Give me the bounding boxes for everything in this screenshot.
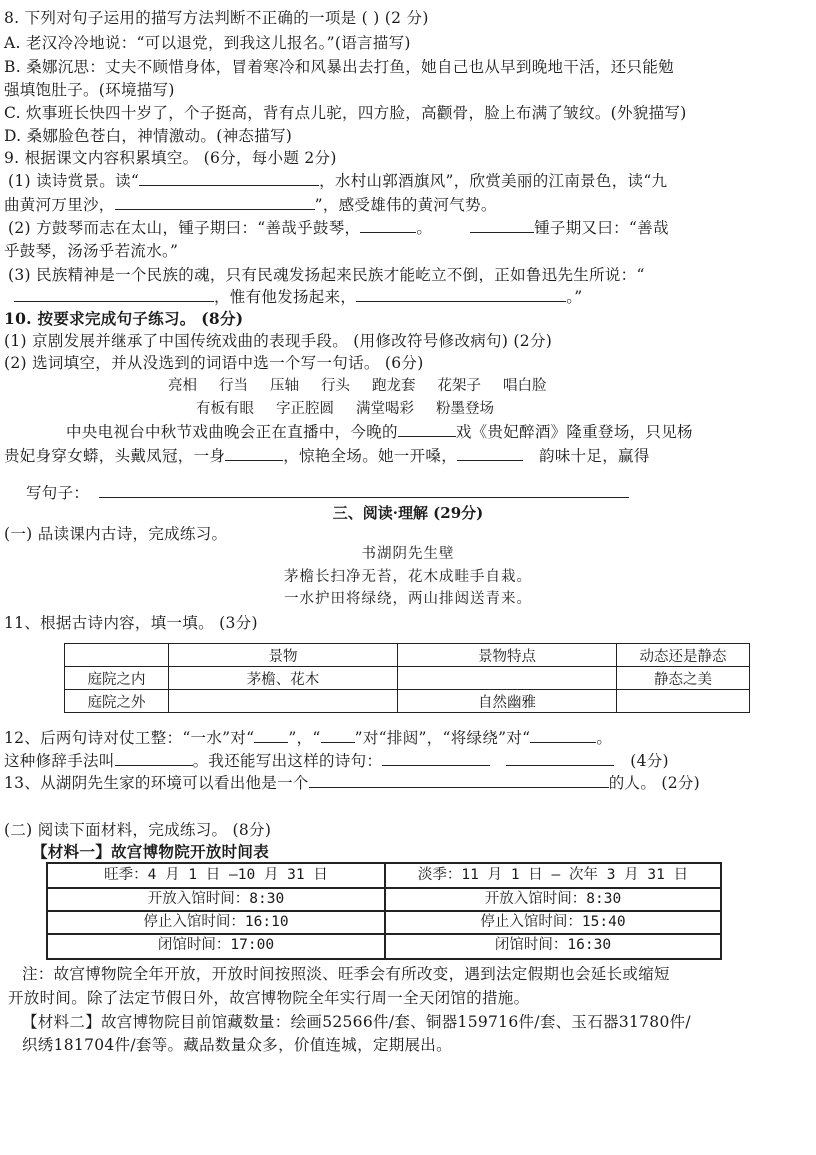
table-header-cell: 景物 <box>169 644 398 667</box>
peak-close-time: 闭馆时间：17:00 <box>157 937 275 953</box>
q9-p1-text-b: ，水村山郭酒旗风”，欣赏美丽的江南景色，读“九 <box>319 172 668 190</box>
q12-line1 <box>4 728 612 748</box>
q8-option-d: D. 桑娜脸色苍白，神情激动。(神态描写) <box>4 127 293 145</box>
q10-sub1: (1) 京剧发展并继承了中国传统戏曲的表现手段。 (用修改符号修改病句) (2分) <box>4 332 553 350</box>
q12-text-a: 12、后两句诗对仗工整：“一水”对“ <box>4 729 255 747</box>
q8-option-c: C. 炊事班长快四十岁了，个子挺高，背有点儿驼，四方脸，高颧骨，脸上布满了皱纹。(外貌描写) <box>4 104 687 122</box>
q10-sub2: (2) 选词填空，并从没选到的词语中选一个写一句话。 (6分) <box>4 354 424 372</box>
word-option[interactable]: 满堂喝彩 <box>356 401 414 417</box>
q9-part1-line2 <box>4 195 497 215</box>
table-cell-blank[interactable] <box>169 690 398 713</box>
write-sentence-label: 写句子： <box>26 484 90 502</box>
q10-stem: 10. 按要求完成句子练习。 (8分) <box>4 309 244 328</box>
off-season-header: 淡季：11 月 1 日 — 次年 3 月 31 日 <box>417 867 689 883</box>
q12-blank-4[interactable] <box>115 751 193 766</box>
q13-blank[interactable] <box>309 773 609 788</box>
table-cell-blank[interactable] <box>617 690 750 713</box>
q12-line2 <box>4 751 669 771</box>
q9-p1-text-d: ”，感受雄伟的黄河气势。 <box>314 196 497 214</box>
q9-blank-5[interactable] <box>14 287 214 302</box>
table-header-cell: 动态还是静态 <box>617 644 750 667</box>
q9-p1-text-a: (1) 读诗赏景。读“ <box>8 172 140 190</box>
table-cell: 庭院之外 <box>65 690 169 713</box>
q11-stem: 11、根据古诗内容，填一填。 (3分) <box>4 614 258 632</box>
q9-part2-line1 <box>8 218 669 238</box>
word-option[interactable]: 有板有眼 <box>196 401 254 417</box>
table-header-row <box>65 644 750 667</box>
q9-blank-6[interactable] <box>356 287 566 302</box>
q12-text-g: (4分) <box>630 752 669 770</box>
q12-text-b: ”，“ <box>288 729 321 747</box>
q10-passage-text-3: 贵妃身穿女蟒，头戴凤冠，一身 <box>4 447 226 465</box>
q12-text-c: ”对“排闼”，“将绿绕”对“ <box>354 729 531 747</box>
q13-text-a: 13、从湖阴先生家的环境可以看出他是一个 <box>4 774 309 792</box>
word-option[interactable]: 压轴 <box>270 378 299 394</box>
table-cell: 自然幽雅 <box>398 690 617 713</box>
word-bank-row-2 <box>196 399 516 419</box>
q10-passage-line1 <box>66 422 693 442</box>
q9-blank-2[interactable] <box>115 195 315 210</box>
word-option[interactable]: 花架子 <box>437 378 481 394</box>
q10-passage-text-5: 韵味十足，赢得 <box>539 447 650 465</box>
q12-blank-1[interactable] <box>254 728 288 743</box>
table-cell: 庭院之内 <box>65 667 169 690</box>
q9-part3-line2 <box>14 287 582 307</box>
q9-blank-4[interactable] <box>470 218 534 233</box>
peak-season-header: 旺季：4 月 1 日 —10 月 31 日 <box>104 867 328 883</box>
note-line-2: 开放时间。除了法定节假日外，故宫博物院全年实行周一全天闭馆的措施。 <box>8 989 530 1007</box>
peak-stop-time: 停止入馆时间：16:10 <box>143 914 289 930</box>
off-stop-time: 停止入馆时间：15:40 <box>480 914 626 930</box>
q9-blank-3[interactable] <box>360 218 416 233</box>
q8-stem: 8. 下列对句子运用的描写方法判断不正确的一项是 ( ) (2 分) <box>4 9 429 27</box>
q9-p2-text-c: 锺子期又曰：“善哉 <box>534 219 669 237</box>
word-option[interactable]: 行头 <box>321 378 350 394</box>
word-option[interactable]: 粉墨登场 <box>436 401 494 417</box>
q13-text-b: 的人。 (2分) <box>608 774 701 792</box>
poem-fill-table <box>64 643 750 713</box>
word-option[interactable]: 行当 <box>219 378 248 394</box>
material-2-line-2: 织绣181704件/套等。藏品数量众多，价值连城，定期展出。 <box>22 1036 452 1054</box>
word-option[interactable]: 跑龙套 <box>372 378 416 394</box>
opening-hours-table <box>46 862 722 960</box>
q9-p3-text-b: ，惟有他发扬起来， <box>214 288 357 306</box>
word-option[interactable]: 唱白脸 <box>503 378 547 394</box>
section-title: 三、阅读·理解 (29分) <box>332 504 484 522</box>
poem-line-2: 一水护田将绿绕，两山排闼送青来。 <box>284 591 532 607</box>
q9-stem: 9. 根据课文内容积累填空。 (6分，每小题 2分) <box>4 149 337 167</box>
poem-title: 书湖阴先生壁 <box>361 546 455 562</box>
q9-part3-line1: (3) 民族精神是一个民族的魂，只有民魂发扬起来民族才能屹立不倒，正如鲁迅先生所说：“ <box>8 266 645 284</box>
q9-p3-text-c: 。” <box>566 288 583 306</box>
table-cell-blank[interactable] <box>398 667 617 690</box>
word-bank-row-1 <box>168 376 569 396</box>
q12-text-e: 这种修辞手法叫 <box>4 752 115 770</box>
peak-open-time: 开放入馆时间：8:30 <box>147 891 285 907</box>
q9-part2-line2: 乎鼓琴，汤汤乎若流水。” <box>4 242 179 260</box>
table-divider <box>48 933 720 935</box>
q12-blank-5[interactable] <box>382 751 490 766</box>
q12-blank-3[interactable] <box>530 728 596 743</box>
table-divider <box>48 910 720 912</box>
q10-passage-text-4: ，惊艳全场。她一开嗓， <box>283 447 458 465</box>
q9-part1-line1 <box>8 171 667 191</box>
q13-line <box>4 773 700 793</box>
part1-stem: (一) 品读课内古诗，完成练习。 <box>4 525 228 543</box>
q10-blank-2[interactable] <box>225 446 283 461</box>
q10-passage-text-2: 戏《贵妃醉酒》隆重登场，只见杨 <box>455 423 693 441</box>
q8-option-b-cont: 强填饱肚子。(环境描写) <box>4 81 175 99</box>
table-row <box>65 690 750 713</box>
q12-text-d: 。 <box>596 729 613 747</box>
q10-blank-3[interactable] <box>457 446 523 461</box>
table-divider <box>48 887 720 889</box>
q10-write-sentence <box>26 483 629 503</box>
q10-passage-text-1: 中央电视台中秋节戏曲晚会正在直播中，今晚的 <box>66 423 398 441</box>
note-line-1: 注：故宫博物院全年开放，开放时间按照淡、旺季会有所改变，遇到法定假期也会延长或缩短 <box>22 965 670 983</box>
table-header-cell <box>65 644 169 667</box>
q8-option-a: A. 老汉冷冷地说：“可以退党，到我这儿报名。”(语言描写) <box>4 34 411 52</box>
word-option[interactable]: 亮相 <box>168 378 197 394</box>
material-2-line-1: 【材料二】故宫博物院目前馆藏数量：绘画52566件/套、铜器159716件/套、玉石器31780件/ <box>22 1013 691 1031</box>
q10-passage-line2 <box>4 446 650 466</box>
material-1-title: 【材料一】故宫博物院开放时间表 <box>32 842 270 861</box>
q12-blank-6[interactable] <box>506 751 614 766</box>
part2-stem: (二) 阅读下面材料，完成练习。 (8分) <box>4 821 272 839</box>
table-header-cell: 景物特点 <box>398 644 617 667</box>
poem-line-1: 茅檐长扫净无苔，花木成畦手自栽。 <box>284 569 532 585</box>
q9-p1-text-c: 曲黄河万里沙， <box>4 196 115 214</box>
table-row <box>65 667 750 690</box>
off-close-time: 闭馆时间：16:30 <box>494 937 612 953</box>
write-sentence-line[interactable] <box>99 483 629 498</box>
q12-text-f: 。我还能写出这样的诗句： <box>192 752 383 770</box>
off-open-time: 开放入馆时间：8:30 <box>484 891 622 907</box>
q9-p2-text-a: (2) 方鼓琴而志在太山，锺子期曰：“善哉乎鼓琴， <box>8 219 361 237</box>
table-cell: 静态之美 <box>617 667 750 690</box>
q8-option-b: B. 桑娜沉思：丈夫不顾惜身体，冒着寒冷和风暴出去打鱼，她自己也从早到晚地干活，还只能勉 <box>4 58 674 76</box>
word-option[interactable]: 字正腔圆 <box>276 401 334 417</box>
q9-p2-text-b: 。 <box>416 219 433 237</box>
table-cell: 茅檐、花木 <box>169 667 398 690</box>
q12-blank-2[interactable] <box>321 728 355 743</box>
q9-blank-1[interactable] <box>139 171 319 186</box>
q10-blank-1[interactable] <box>398 422 456 437</box>
